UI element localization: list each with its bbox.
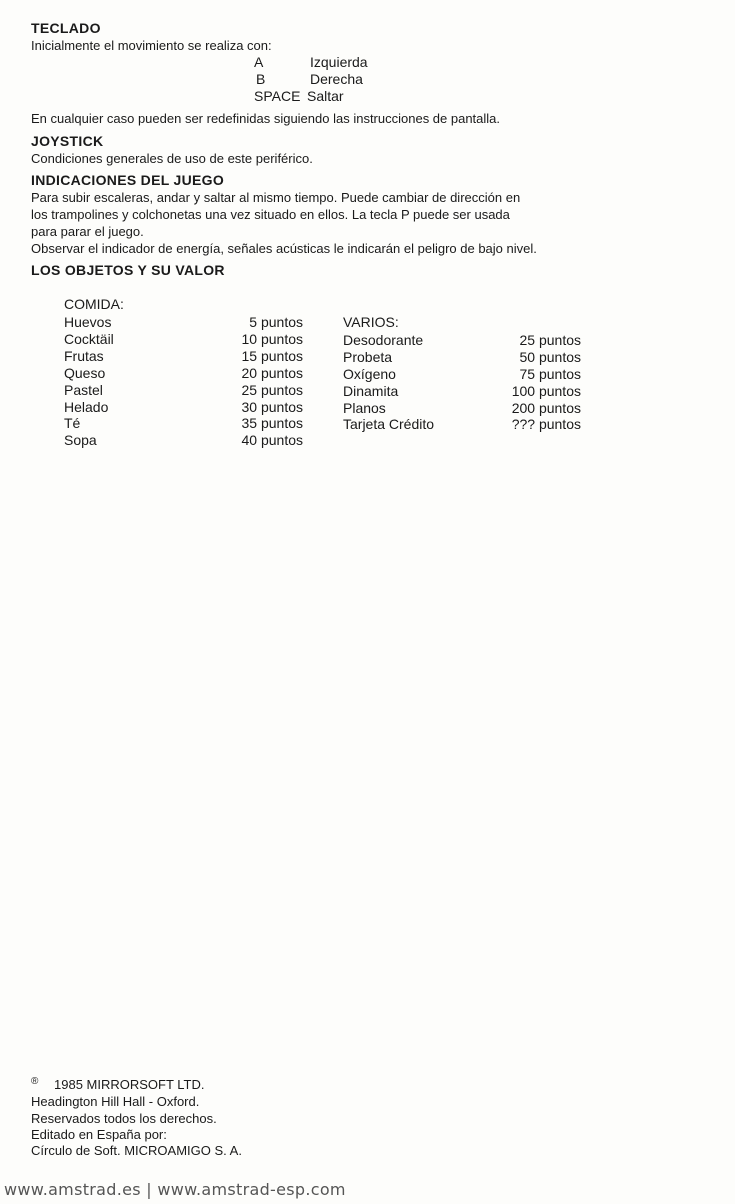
footer-line: Círculo de Soft. MICROAMIGO S. A. [31,1143,242,1158]
joystick-text: Condiciones generales de uso de este periférico. [31,151,313,166]
varios-item-value: ??? puntos [511,416,581,432]
key-b-action: Derecha [310,71,363,87]
registered-symbol: ® [31,1076,39,1087]
key-b: B [256,71,266,87]
varios-item-value: 100 puntos [511,383,581,399]
comida-item-value: 5 puntos [249,314,303,330]
comida-item-name: Frutas [64,348,104,364]
footer-line: Editado en España por: [31,1127,167,1142]
indicaciones-heading: INDICACIONES DEL JUEGO [31,172,225,188]
varios-label: VARIOS: [343,314,399,330]
comida-item-value: 40 puntos [241,432,303,448]
key-space: SPACE [254,88,301,104]
key-space-action: Saltar [307,88,344,104]
indicaciones-line: Para subir escaleras, andar y saltar al mismo tiempo. Puede cambiar de dirección en [31,190,521,205]
varios-item-name: Tarjeta Crédito [343,416,435,432]
footer-line: Reservados todos los derechos. [31,1111,217,1126]
watermark: www.amstrad.es | www.amstrad-esp.com [4,1180,346,1199]
comida-item-name: Helado [64,399,109,415]
indicaciones-line: los trampolines y colchonetas una vez situado en ellos. La tecla P puede ser usada [31,207,510,222]
varios-item-value: 25 puntos [519,332,581,348]
comida-item-name: Pastel [64,382,103,398]
key-a: A [254,54,264,70]
comida-item-value: 35 puntos [241,415,303,431]
objetos-heading: LOS OBJETOS Y SU VALOR [31,262,225,278]
indicaciones-line: Observar el indicador de energía, señales acústicas le indicarán el peligro de bajo nivel. [31,241,537,256]
comida-item-name: Huevos [64,314,112,330]
comida-item-value: 15 puntos [241,348,303,364]
comida-item-name: Té [64,415,81,431]
key-a-action: Izquierda [310,54,368,70]
varios-item-name: Planos [343,400,386,416]
comida-item-value: 10 puntos [241,331,303,347]
comida-label: COMIDA: [64,296,124,312]
varios-item-name: Dinamita [343,383,399,399]
varios-item-name: Probeta [343,349,393,365]
footer-line: Headington Hill Hall - Oxford. [31,1094,200,1109]
indicaciones-line: para parar el juego. [31,224,144,239]
comida-item-name: Queso [64,365,106,381]
varios-item-value: 50 puntos [519,349,581,365]
comida-item-value: 30 puntos [241,399,303,415]
footer-line: 1985 MIRRORSOFT LTD. [54,1077,205,1092]
varios-item-name: Desodorante [343,332,424,348]
comida-item-value: 25 puntos [241,382,303,398]
comida-item-name: Cocktäil [64,331,114,347]
varios-item-value: 75 puntos [519,366,581,382]
comida-item-value: 20 puntos [241,365,303,381]
varios-item-name: Oxígeno [343,366,396,382]
joystick-heading: JOYSTICK [31,133,104,149]
teclado-note: En cualquier caso pueden ser redefinidas siguiendo las instrucciones de pantalla. [31,111,501,126]
teclado-intro: Inicialmente el movimiento se realiza con: [31,38,272,53]
comida-item-name: Sopa [64,432,97,448]
varios-item-value: 200 puntos [511,400,581,416]
teclado-heading: TECLADO [31,20,101,36]
